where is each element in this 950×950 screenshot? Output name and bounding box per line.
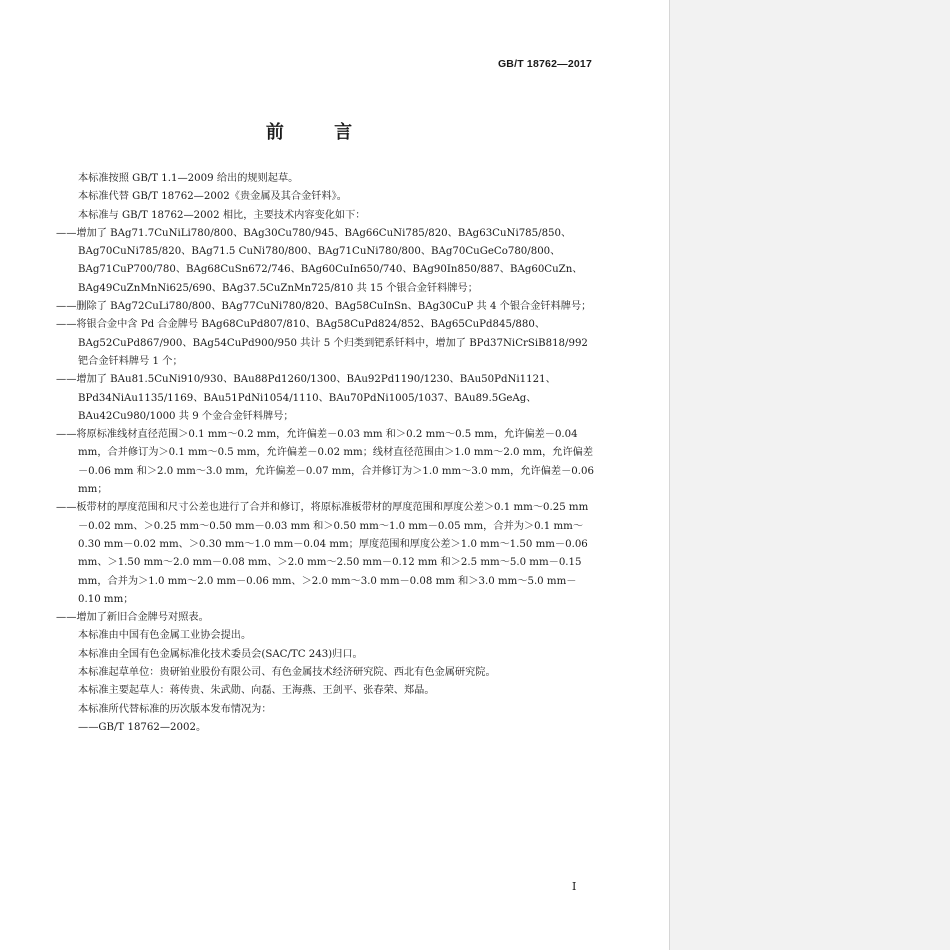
closing-paragraph: ——GB/T 18762—2002。 [78,721,207,733]
change-item: ——增加了 BAg71.7CuNiLi780/800、BAg30Cu780/945、BAg66CuNi785/820、BAg63CuNi785/850、BAg70CuNi785/820、BAg71.5 CuNi780/800、BAg71CuNi780/800、BAg70CuGeCo780/800、BAg71CuP700/780、BAg68CuSn672/746、BAg60CuIn650/740、BAg90In850/887、BAg60CuZn、BAg49CuZnMnNi625/690、BAg37.5CuZnMn725/810 共 15 个银合金钎料牌号； [56,227,583,294]
closing-paragraph: 本标准由全国有色金属标准化技术委员会(SAC/TC 243)归口。 [78,648,363,660]
foreword-body [56,170,598,737]
change-item: ——板带材的厚度范围和尺寸公差也进行了合并和修订，将原标准板带材的厚度范围和厚度公差＞0.1 mm～0.25 mm－0.02 mm、＞0.25 mm～0.50 mm－0.03 mm 和＞0.50 mm～1.0 mm－0.05 mm，合并为＞0.1 mm～0.30 mm－0.02 mm、＞0.30 mm～1.0 mm－0.04 mm；厚度范围和厚度公差＞1.0 mm～1.50 mm－0.06 mm、＞1.50 mm～2.0 mm－0.08 mm、＞2.0 mm～2.50 mm－0.12 mm 和＞2.5 mm～5.0 mm－0.15 mm，合并为＞1.0 mm～2.0 mm－0.06 mm、＞2.0 mm～3.0 mm－0.08 mm 和＞3.0 mm～5.0 mm－0.10 mm； [56,502,589,605]
closing-paragraph: 本标准所代替标准的历次版本发布情况为： [78,703,272,715]
change-item: ——增加了新旧合金牌号对照表。 [56,612,209,624]
intro-paragraph: 本标准按照 GB/T 1.1—2009 给出的规则起草。 [78,173,299,184]
change-item: ——将银合金中含 Pd 合金牌号 BAg68CuPd807/810、BAg58CuPd824/852、BAg65CuPd845/880、BAg52CuPd867/900、BAg54CuPd900/950 共计 5 个归类到钯系钎料中，增加了 BPd37NiCrSiB818/992 钯合金钎料牌号 1 个； [56,319,588,367]
standard-number: GB/T 18762—2017 [497,58,592,70]
closing-paragraph: 本标准由中国有色金属工业协会提出。 [78,630,252,642]
closing-paragraph: 本标准主要起草人：蒋传贵、朱武勋、向磊、王海燕、王剑平、张春荣、郑晶。 [78,685,435,697]
closing-paragraph: 本标准起草单位：贵研铂业股份有限公司、有色金属技术经济研究院、西北有色金属研究院。 [78,667,496,679]
change-item: ——将原标准线材直径范围＞0.1 mm～0.2 mm，允许偏差－0.03 mm 和＞0.2 mm～0.5 mm，允许偏差－0.04 mm，合并修订为＞0.1 mm～0.5 mm，允许偏差－0.02 mm；线材直径范围由＞1.0 mm～2.0 mm，允许偏差－0.06 mm 和＞2.0 mm～3.0 mm，允许偏差－0.07 mm，合并修订为＞1.0 mm～3.0 mm，允许偏差－0.06 mm； [56,429,594,496]
page-title: 前 言 [265,122,375,143]
intro-paragraph: 本标准代替 GB/T 18762—2002《贵金属及其合金钎料》。 [78,191,347,203]
change-item: ——删除了 BAg72CuLi780/800、BAg77CuNi780/820、BAg58CuInSn、BAg30CuP 共 4 个银合金钎料牌号； [56,301,592,313]
page-number: I [572,880,577,893]
intro-paragraph: 本标准与 GB/T 18762—2002 相比，主要技术内容变化如下： [78,209,366,221]
change-item: ——增加了 BAu81.5CuNi910/930、BAu88Pd1260/1300、BAu92Pd1190/1230、BAu50PdNi1121、BPd34NiAu1135/1169、BAu51PdNi1054/1110、BAu70PdNi1005/1037、BAu89.5GeAg、BAu42Cu980/1000 共 9 个金合金钎料牌号； [56,374,556,422]
